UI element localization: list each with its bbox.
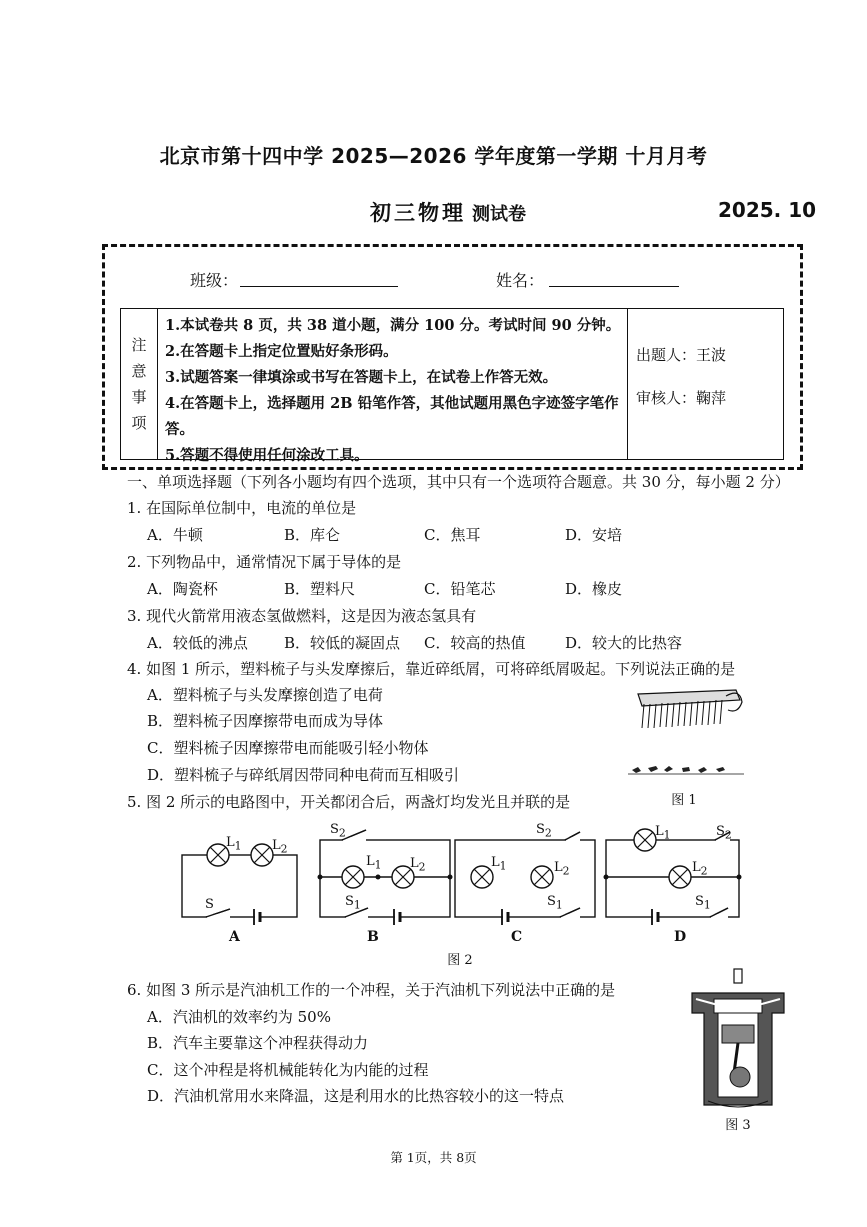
label-s2-sub: 2 xyxy=(544,826,552,840)
label-l2 xyxy=(554,860,570,878)
question-stem: 6. 如图 3 所示是汽油机工作的一个冲程，关于汽油机下列说法中正确的是 xyxy=(127,981,616,999)
option[interactable]: B．库仑 xyxy=(284,526,341,544)
option[interactable]: A．较低的沸点 xyxy=(147,634,248,652)
option[interactable]: D．橡皮 xyxy=(565,580,623,598)
option[interactable]: A．牛顿 xyxy=(147,526,203,544)
label-l2-text: L xyxy=(272,838,281,853)
label-l1-sub: 1 xyxy=(499,859,507,873)
figure-3-caption: 图 3 xyxy=(725,1118,751,1133)
label-s1-text: S xyxy=(345,894,354,909)
label-s2-text: S xyxy=(716,824,725,839)
name-label: 姓名： xyxy=(496,271,545,290)
label-l2-text: L xyxy=(554,860,563,875)
class-field[interactable] xyxy=(240,268,398,287)
label-l2 xyxy=(410,856,426,874)
reviewer: 审核人：鞠萍 xyxy=(636,389,727,407)
option[interactable]: C．焦耳 xyxy=(424,526,481,544)
label-l1 xyxy=(226,835,242,853)
option[interactable]: D．较大的比热容 xyxy=(565,634,683,652)
label-l2-sub: 2 xyxy=(418,860,426,874)
figure-2-caption: 图 2 xyxy=(447,953,473,968)
exam-title: 北京市第十四中学 2025—2026 学年度第一学期 十月月考 xyxy=(159,144,708,168)
label-s2-text: S xyxy=(330,822,339,837)
label-s2 xyxy=(716,824,732,842)
label-l2-sub: 2 xyxy=(562,864,570,878)
notice-item: 3.试题答案一律填涂或书写在答题卡上，在试卷上作答无效。 xyxy=(165,369,558,386)
label-l1 xyxy=(655,824,671,842)
label-s2 xyxy=(330,822,346,840)
label-s2 xyxy=(536,822,552,840)
class-label: 班级： xyxy=(190,271,239,290)
question-stem: 1. 在国际单位制中，电流的单位是 xyxy=(127,499,357,517)
notice-item: 1.本试卷共 8 页，共 38 道小题，满分 100 分。考试时间 90 分钟。 xyxy=(165,317,621,334)
label-l2 xyxy=(272,838,288,856)
page-footer: 第 1页，共 8页 xyxy=(390,1150,477,1165)
label-s1-text: S xyxy=(547,894,556,909)
option[interactable]: C．塑料梳子因摩擦带电而能吸引轻小物体 xyxy=(147,739,429,757)
author: 出题人：王波 xyxy=(636,346,727,364)
notice-heading-char: 意 xyxy=(131,362,147,380)
label-s1-text: S xyxy=(695,894,704,909)
label-l1-sub: 1 xyxy=(234,839,242,853)
option[interactable]: B．汽车主要靠这个冲程获得动力 xyxy=(147,1034,369,1052)
circuit-c-label: C xyxy=(511,929,523,945)
notice-items xyxy=(165,313,625,469)
notice-staff xyxy=(627,309,783,459)
option[interactable]: A．塑料梳子与头发摩擦创造了电荷 xyxy=(147,686,383,704)
paper-type: 测试卷 xyxy=(472,204,526,225)
label-s1-sub: 1 xyxy=(555,898,563,912)
label-l1-text: L xyxy=(366,854,375,869)
option[interactable]: D．塑料梳子与碎纸屑因带同种电荷而互相吸引 xyxy=(147,766,460,784)
label-s1 xyxy=(547,894,563,912)
notice-heading-char: 事 xyxy=(131,388,147,406)
option[interactable]: A．汽油机的效率约为 50% xyxy=(147,1008,331,1026)
option[interactable]: B．塑料梳子因摩擦带电而成为导体 xyxy=(147,712,384,730)
notice-heading-char: 注 xyxy=(131,336,147,354)
option[interactable]: C．较高的热值 xyxy=(424,634,526,652)
notice-item: 5.答题不得使用任何涂改工具。 xyxy=(165,447,369,464)
label-s: S xyxy=(205,897,214,912)
subject-name: 初三物理 xyxy=(370,200,466,225)
option[interactable]: C．铅笔芯 xyxy=(424,580,496,598)
figure-1-caption: 图 1 xyxy=(671,793,697,808)
label-l1-text: L xyxy=(655,824,664,839)
name-field[interactable] xyxy=(549,268,679,287)
label-l2-sub: 2 xyxy=(700,864,708,878)
label-l1 xyxy=(491,855,507,873)
option[interactable]: B．较低的凝固点 xyxy=(284,634,401,652)
label-s2-text: S xyxy=(536,822,545,837)
circuit-a-label: A xyxy=(229,929,240,945)
label-s2-sub: 2 xyxy=(724,828,732,842)
label-l2-text: L xyxy=(692,860,701,875)
notice-heading-char: 项 xyxy=(131,414,147,432)
label-s1-sub: 1 xyxy=(703,898,711,912)
option[interactable]: D．安培 xyxy=(565,526,623,544)
label-s1 xyxy=(695,894,711,912)
circuit-b-label: B xyxy=(367,929,379,945)
notice-item: 2.在答题卡上指定位置贴好条形码。 xyxy=(165,343,398,360)
label-l1-sub: 1 xyxy=(374,858,382,872)
notice-heading xyxy=(121,309,158,459)
label-l1 xyxy=(366,854,382,872)
label-l1-sub: 1 xyxy=(663,828,671,842)
label-l2-text: L xyxy=(410,856,419,871)
label-s2-sub: 2 xyxy=(338,826,346,840)
label-l2 xyxy=(692,860,708,878)
circuit-d-label: D xyxy=(674,929,687,945)
figure-1-comb xyxy=(628,684,746,782)
option[interactable]: A．陶瓷杯 xyxy=(147,580,218,598)
label-s1-sub: 1 xyxy=(353,898,361,912)
option[interactable]: C．这个冲程是将机械能转化为内能的过程 xyxy=(147,1061,429,1079)
label-l1-text: L xyxy=(226,835,235,850)
question-stem: 4. 如图 1 所示，塑料梳子与头发摩擦后，靠近碎纸屑，可将碎纸屑吸起。下列说法正确的是 xyxy=(127,660,736,678)
section-title: 一、单项选择题（下列各小题均有四个选项，其中只有一个选项符合题意。共 30 分，每小题 2 分） xyxy=(127,473,790,491)
label-s1 xyxy=(345,894,361,912)
question-stem: 5. 图 2 所示的电路图中，开关都闭合后，两盏灯均发光且并联的是 xyxy=(127,793,571,811)
option[interactable]: B．塑料尺 xyxy=(284,580,356,598)
option[interactable]: D．汽油机常用水来降温，这是利用水的比热容较小的这一特点 xyxy=(147,1087,565,1105)
question-stem: 2. 下列物品中，通常情况下属于导体的是 xyxy=(127,553,402,571)
label-l2-sub: 2 xyxy=(280,842,288,856)
notice-item: 4.在答题卡上，选择题用 2B 铅笔作答，其他试题用黑色字迹签字笔作答。 xyxy=(165,395,619,438)
exam-date: 2025. 10 xyxy=(718,198,817,222)
figure-3-engine xyxy=(688,965,788,1113)
label-l1-text: L xyxy=(491,855,500,870)
exam-subtitle xyxy=(370,197,526,227)
question-stem: 3. 现代火箭常用液态氢做燃料，这是因为液态氢具有 xyxy=(127,607,477,625)
notice-table xyxy=(120,308,784,464)
